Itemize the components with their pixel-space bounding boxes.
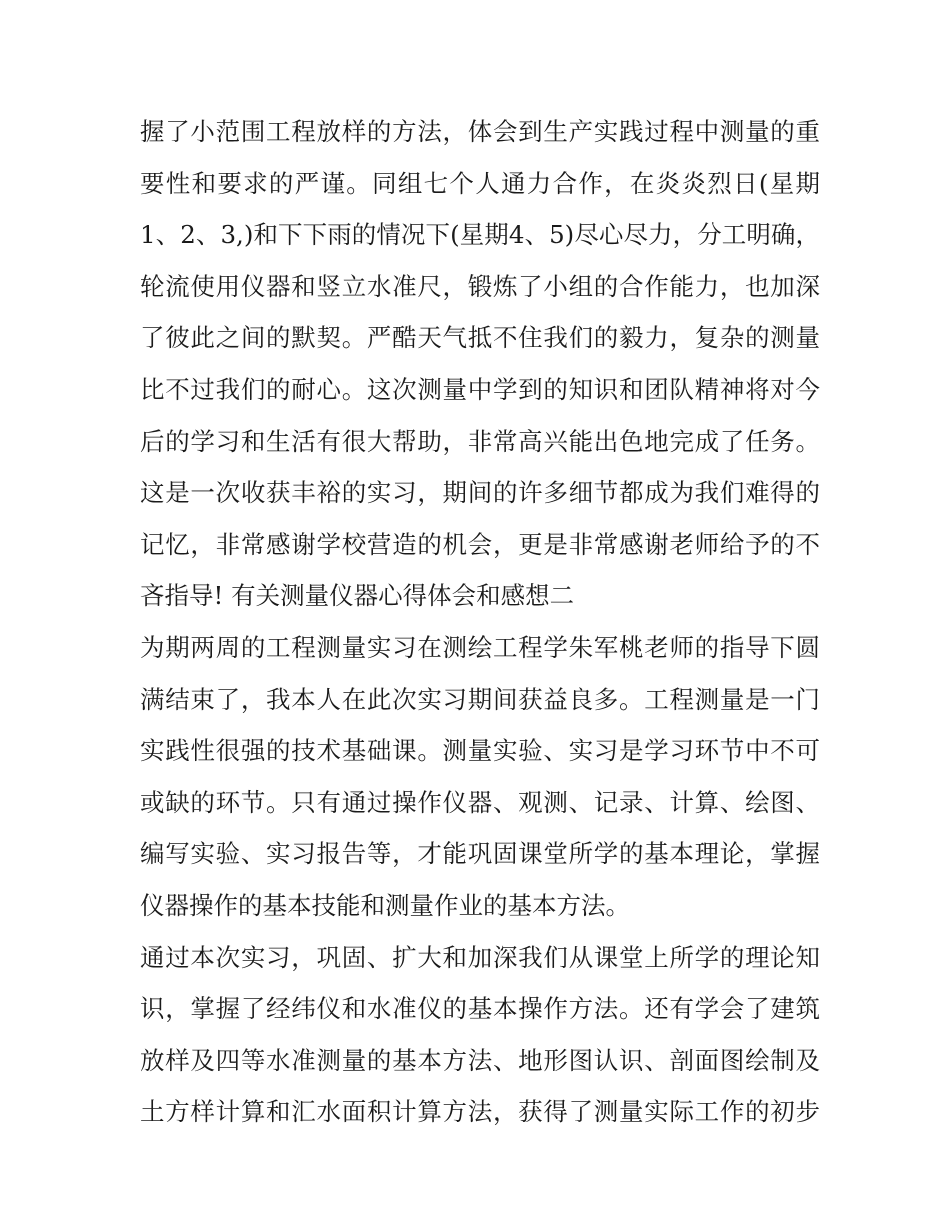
section-heading-line: 吝指导! 有关测量仪器心得体会和感想二 [140, 581, 575, 611]
text-line: 放样及四等水准测量的基本方法、地形图认识、剖面图绘制及 [140, 1045, 820, 1075]
text-line: 握了小范围工程放样的方法，体会到生产实践过程中测量的重 [140, 117, 820, 146]
text-line: 实践性很强的技术基础课。测量实验、实习是学习环节中不可 [140, 736, 820, 766]
text-line: 比不过我们的耐心。这次测量中学到的知识和团队精神将对今 [140, 374, 820, 404]
text-line: 通过本次实习，巩固、扩大和加深我们从课堂上所学的理论知 [140, 942, 820, 972]
text-line: 了彼此之间的默契。严酷天气抵不住我们的毅力，复杂的测量 [140, 323, 820, 353]
text-line: 编写实验、实习报告等，才能巩固课堂所学的基本理论，掌握 [140, 839, 820, 869]
text-line: 这是一次收获丰裕的实习，期间的许多细节都成为我们难得的 [140, 478, 820, 508]
text-line: 为期两周的工程测量实习在测绘工程学朱军桃老师的指导下圆 [140, 632, 820, 662]
text-line: 轮流使用仪器和竖立水准尺，锻炼了小组的合作能力，也加深 [140, 271, 820, 301]
text-line: 记忆，非常感谢学校营造的机会，更是非常感谢老师给予的不 [140, 529, 820, 559]
text-line: 土方样计算和汇水面积计算方法，获得了测量实际工作的初步 [140, 1097, 820, 1127]
text-line: 1、2、3,)和下下雨的情况下(星期4、5)尽心尽力，分工明确， [140, 220, 820, 250]
text-line: 满结束了，我本人在此次实习期间获益良多。工程测量是一门 [140, 684, 820, 714]
text-line: 后的学习和生活有很大帮助，非常高兴能出色地完成了任务。 [140, 426, 820, 456]
text-line: 仪器操作的基本技能和测量作业的基本方法。 [140, 890, 630, 920]
text-line: 或缺的环节。只有通过操作仪器、观测、记录、计算、绘图、 [140, 787, 820, 817]
text-line: 要性和要求的严谨。同组七个人通力合作，在炎炎烈日(星期 [140, 168, 820, 198]
text-line: 识，掌握了经纬仪和水准仪的基本操作方法。还有学会了建筑 [140, 994, 820, 1024]
document-body [140, 106, 820, 1138]
